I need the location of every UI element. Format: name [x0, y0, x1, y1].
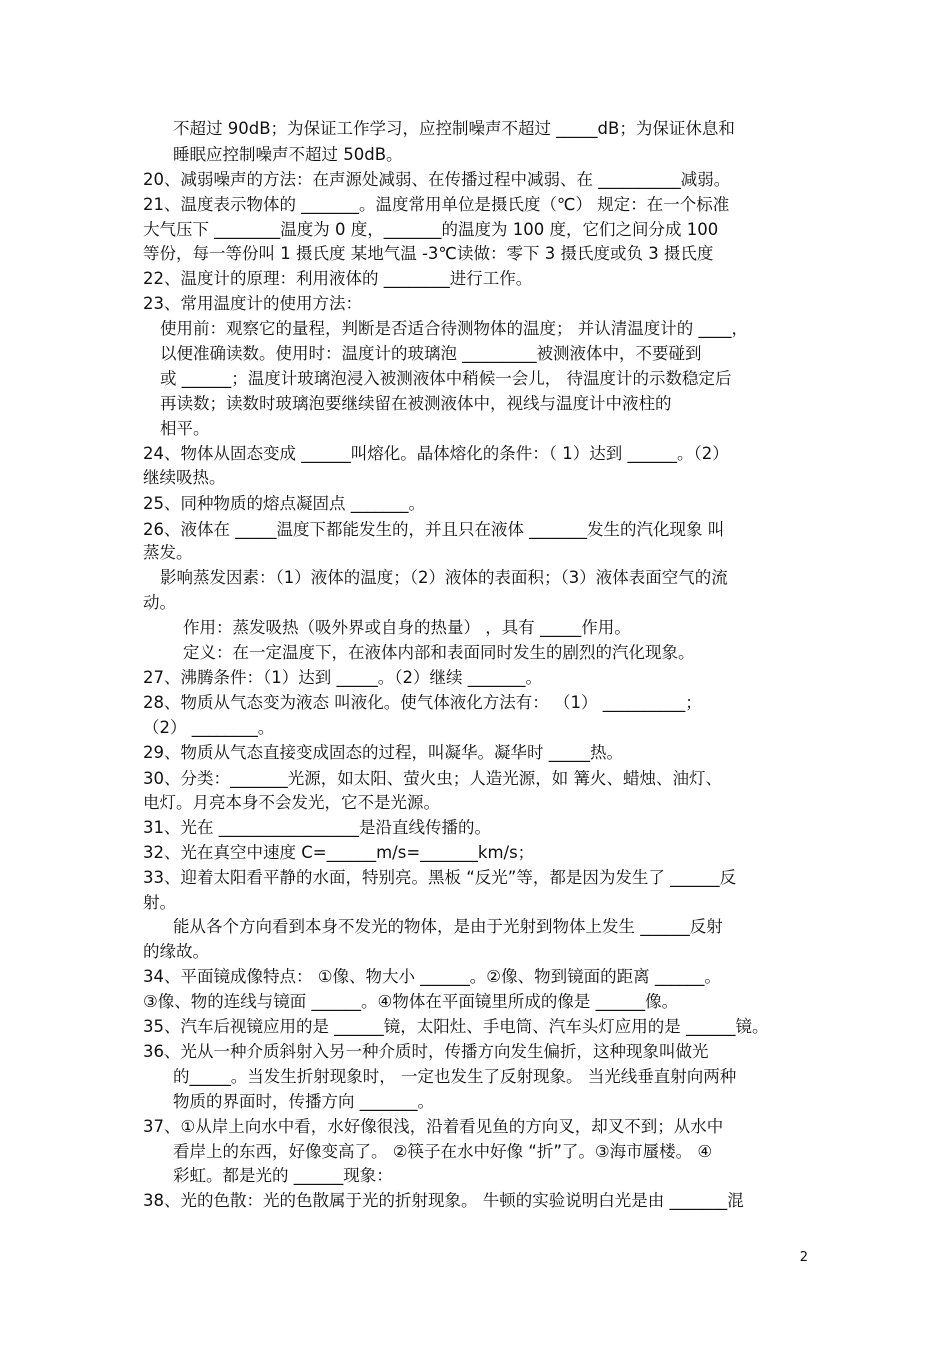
- text-line: 定义：在一定温度下，在液体内部和表面同时发生的剧烈的汽化现象。: [183, 643, 695, 662]
- text-line: 35、汽车后视镜应用的是 ______镜，太阳灶、手电筒、汽车头灯应用的是 ______镜。: [143, 1017, 769, 1036]
- text-line: 26、液体在 _____温度下都能发生的，并且只在液体 _______发生的汽化现象 叫: [143, 520, 725, 539]
- text-line: 相平。: [160, 419, 210, 438]
- text-line: 继续吸热。: [143, 468, 226, 487]
- text-line: 33、迎着太阳看平静的水面，特别亮。黑板 “反光”等，都是因为发生了 ______反: [143, 868, 737, 887]
- text-line: 25、同种物质的熔点凝固点 _______。: [143, 494, 425, 513]
- text-line: 蒸发。: [143, 543, 193, 562]
- text-line: 睡眠应控制噪声不超过 50dB。: [173, 145, 403, 164]
- page-number: 2: [799, 1250, 808, 1265]
- text-line: 28、物质从气态变为液态 叫液化。使气体液化方法有： （1） __________；: [143, 693, 702, 712]
- text-line: 32、光在真空中速度 C=______m/s=_______km/s；: [143, 843, 535, 862]
- text-line: 31、光在 _________________是沿直线传播的。: [143, 818, 491, 837]
- text-line: 作用：蒸发吸热（吸外界或自身的热量） ，具有 _____作用。: [183, 618, 631, 637]
- text-line: 22、温度计的原理：利用液体的 ________进行工作。: [143, 269, 533, 288]
- text-line: 等份，每一等份叫 1 摄氏度 某地气温 -3℃读做：零下 3 摄氏度或负 3 摄氏度: [143, 244, 714, 263]
- text-line: 以便准确读数。使用时：温度计的玻璃泡 _________被测液体中，不要碰到: [160, 344, 702, 363]
- text-line: 30、分类：_______光源，如太阳、萤火虫；人造光源，如 篝火、蜡烛、油灯、: [143, 769, 722, 788]
- text-line: 20、减弱噪声的方法：在声源处减弱、在传播过程中减弱、在 __________减弱。: [143, 170, 731, 189]
- text-line: 大气压下 ________温度为 0 度，_______的温度为 100 度，它们之间分成 100: [143, 220, 719, 239]
- text-line: 29、物质从气态直接变成固态的过程，叫凝华。凝华时 _____热。: [143, 743, 623, 762]
- text-line: 影响蒸发因素：（1）液体的温度；（2）液体的表面积；（3）液体表面空气的流: [160, 568, 728, 587]
- text-line: 27、沸腾条件：（1）达到 _____。（2）继续 _______。: [143, 668, 542, 687]
- text-line: 电灯。月亮本身不会发光，它不是光源。: [143, 793, 440, 812]
- text-line: 再读数；读数时玻璃泡要继续留在被测液体中，视线与温度计中液柱的: [160, 394, 672, 413]
- text-line: 彩虹。都是光的 ______现象：: [173, 1166, 393, 1185]
- text-line: 37、①从岸上向水中看，水好像很浅，沿着看见鱼的方向叉，却叉不到；从水中: [143, 1117, 724, 1136]
- text-line: 38、光的色散：光的色散属于光的折射现象。 牛顿的实验说明白光是由 _______混: [143, 1191, 744, 1210]
- text-line: 射。: [143, 893, 176, 912]
- text-line: 21、温度表示物体的 _______。温度常用单位是摄氏度（℃） 规定：在一个标准: [143, 195, 730, 214]
- text-line: 或 ______；温度计玻璃泡浸入被测液体中稍候一会儿， 待温度计的示数稳定后: [160, 369, 732, 388]
- text-line: 的缘故。: [143, 942, 209, 961]
- text-line: 24、物体从固态变成 ______叫熔化。晶体熔化的条件：（ 1）达到 ______。（2）: [143, 444, 729, 463]
- text-line: 动。: [143, 593, 176, 612]
- text-line: 36、光从一种介质斜射入另一种介质时，传播方向发生偏折，这种现象叫做光: [143, 1042, 709, 1061]
- text-line: 使用前：观察它的量程，判断是否适合待测物体的温度； 并认清温度计的 ____，: [160, 319, 748, 338]
- text-line: 不超过 90dB；为保证工作学习，应控制噪声不超过 _____dB；为保证休息和: [173, 119, 735, 138]
- text-line: 看岸上的东西，好像变高了。 ②筷子在水中好像 “折”了。③海市蜃楼。 ④: [173, 1142, 713, 1161]
- text-line: ③像、物的连线与镜面 ______。④物体在平面镜里所成的像是 ______像。: [143, 992, 679, 1011]
- text-line: （2） ________。: [143, 718, 275, 737]
- text-line: 能从各个方向看到本身不发光的物体，是由于光射到物体上发生 ______反射: [173, 917, 723, 936]
- text-line: 的_____。当发生折射现象时， 一定也发生了反射现象。 当光线垂直射向两种: [173, 1067, 737, 1086]
- text-line: 物质的界面时，传播方向 _______。: [173, 1092, 434, 1111]
- text-line: 23、常用温度计的使用方法：: [143, 294, 362, 313]
- text-line: 34、平面镜成像特点： ①像、物大小 ______。②像、物到镜面的距离 ______。: [143, 967, 721, 986]
